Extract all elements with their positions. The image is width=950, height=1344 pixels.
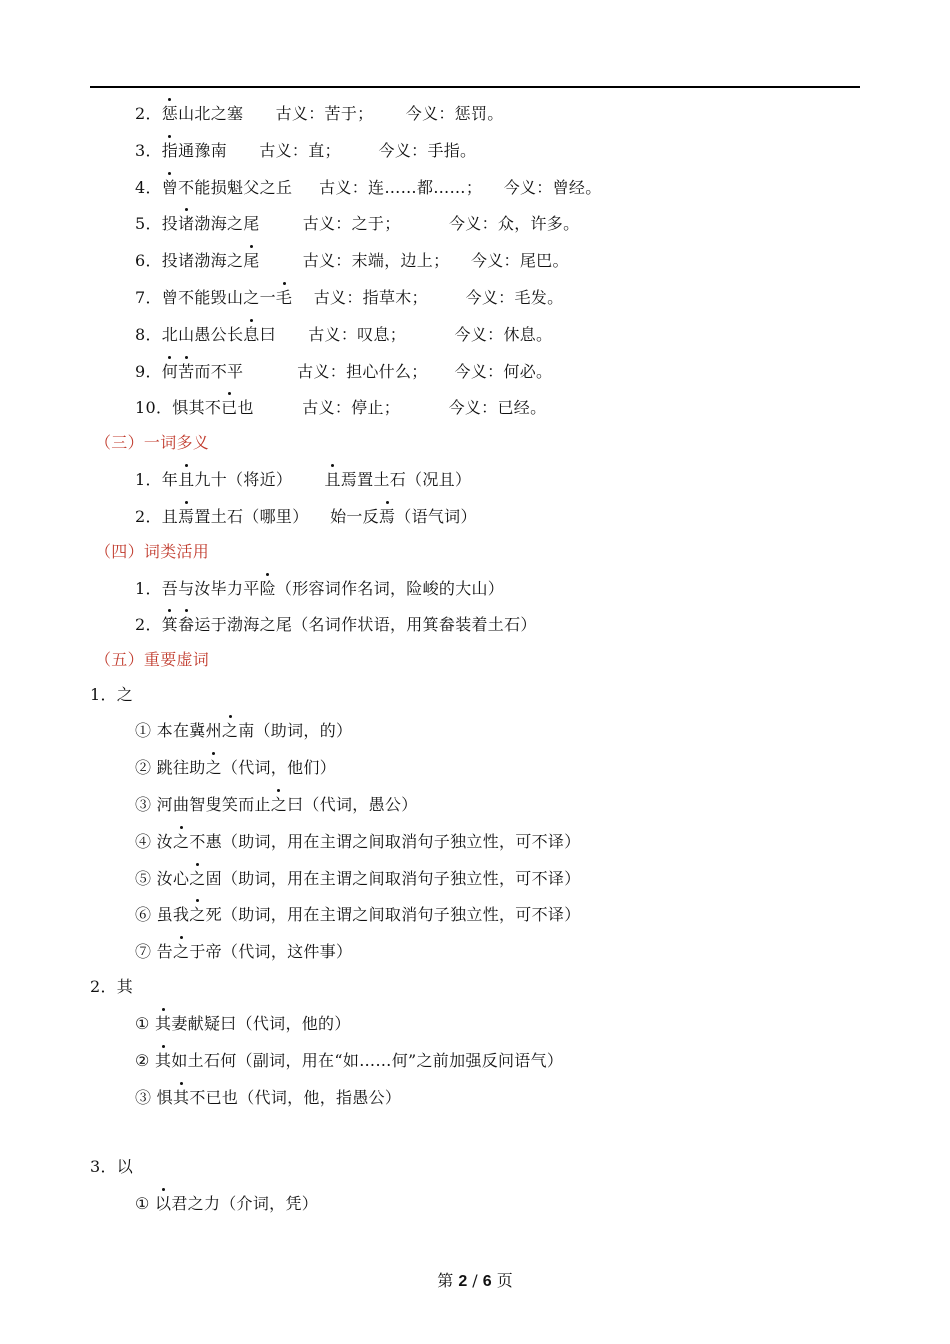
gujin-row: 5．投诸渤海之尾 古义：之于； 今义：众，许多。 xyxy=(135,214,580,233)
function-word-example: ① 以君之力（介词，凭） xyxy=(135,1194,319,1213)
function-word-label: 3．以 xyxy=(90,1157,134,1176)
emphasis-char: 畚 xyxy=(178,615,195,634)
function-word-label: 1．之 xyxy=(90,685,134,704)
word-class-row: 1．吾与汝毕力平险（形容词作名词，险峻的大山） xyxy=(135,579,505,598)
polysemy-row: 1．年且九十（将近） 且焉置土石（况且） xyxy=(135,470,472,489)
emphasis-char: 箕 xyxy=(161,615,179,634)
header-rule xyxy=(90,86,860,88)
section-heading-function-words: （五）重要虚词 xyxy=(95,650,210,669)
gujin-row: 2．惩山北之塞 古义：苦于； 今义：惩罚。 xyxy=(135,104,504,123)
function-word-example: ② 跳往助之（代词，他们） xyxy=(135,758,337,777)
emphasis-char: 苦 xyxy=(178,362,195,381)
gujin-row: 8．北山愚公长息曰 古义：叹息； 今义：休息。 xyxy=(135,325,553,344)
gujin-row: 10．惧其不已也 古义：停止； 今义：已经。 xyxy=(135,398,547,417)
polysemy-row: 2．且焉置土石（哪里） 始一反焉（语气词） xyxy=(135,507,477,526)
section-heading-polysemy: （三）一词多义 xyxy=(95,433,210,452)
gujin-row: 6．投诸渤海之尾 古义：末端，边上； 今义：尾巴。 xyxy=(135,251,569,270)
function-word-example: ④ 汝之不惠（助词，用在主谓之间取消句子独立性，可不译） xyxy=(135,832,581,851)
function-word-example: ③ 河曲智叟笑而止之曰（代词，愚公） xyxy=(135,795,418,814)
function-word-example: ③ 惧其不已也（代词，他，指愚公） xyxy=(135,1088,402,1107)
function-word-label: 2．其 xyxy=(90,977,134,996)
emphasis-char: 何 xyxy=(161,362,179,381)
function-word-example: ② 其如土石何（副词，用在“如……何”之前加强反问语气） xyxy=(135,1051,564,1070)
function-word-example: ⑦ 告之于帝（代词，这件事） xyxy=(135,942,353,961)
word-class-row: 2．箕畚运于渤海之尾（名词作状语，用箕畚装着土石） xyxy=(135,615,537,634)
gujin-row: 9．何苦而不平 古义：担心什么； 今义：何必。 xyxy=(135,362,553,381)
function-word-example: ⑤ 汝心之固（助词，用在主谓之间取消句子独立性，可不译） xyxy=(135,869,581,888)
function-word-example: ⑥ 虽我之死（助词，用在主谓之间取消句子独立性，可不译） xyxy=(135,905,581,924)
page-number: 第 2 / 6 页 xyxy=(437,1271,513,1290)
section-heading-word-class: （四）词类活用 xyxy=(95,542,210,561)
gujin-row: 3．指通豫南 古义：直； 今义：手指。 xyxy=(135,141,477,160)
function-word-example: ① 本在冀州之南（助词，的） xyxy=(135,721,353,740)
gujin-row: 7．曾不能毁山之一毛 古义：指草木； 今义：毛发。 xyxy=(135,288,564,307)
function-word-example: ① 其妻献疑曰（代词，他的） xyxy=(135,1014,351,1033)
gujin-row: 4．曾不能损魁父之丘 古义：连……都……； 今义：曾经。 xyxy=(135,178,602,197)
